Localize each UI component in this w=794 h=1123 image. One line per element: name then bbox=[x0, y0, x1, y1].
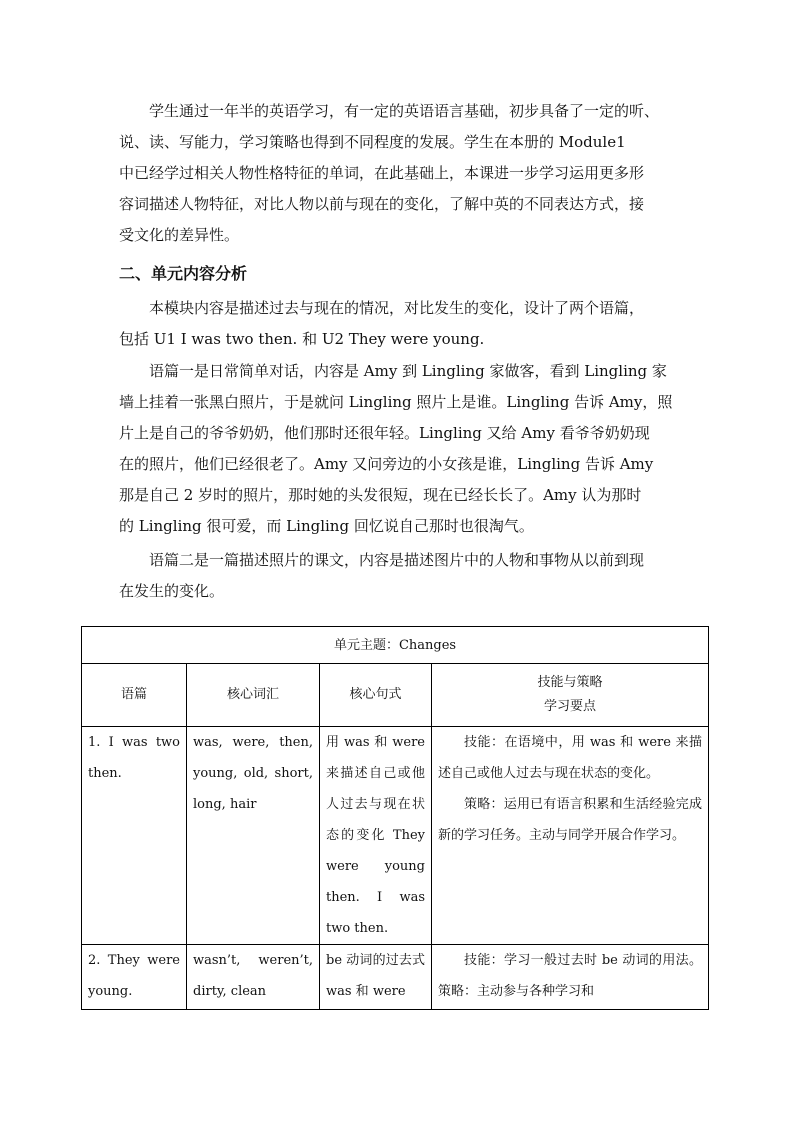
table-title: 单元主题：Changes bbox=[82, 627, 709, 664]
text2-line: 语篇二是一篇描述照片的课文，内容是描述图片中的人物和事物从以前到现 bbox=[149, 551, 645, 569]
text1-line: 的 Lingling 很可爱，而 Lingling 回忆说自己那时也很淘气。 bbox=[119, 517, 534, 535]
intro-line: 受文化的差异性。 bbox=[119, 226, 240, 244]
cell-sentence: be 动词的过去式 was 和 were bbox=[320, 945, 432, 1010]
cell-sentence: 用 was 和 were 来描述自己或他人过去与现在状态的变化 They were young then. I was two then. bbox=[320, 727, 432, 945]
section-heading: 二、单元内容分析 bbox=[119, 264, 248, 283]
cell-text: 1. I was two then. bbox=[82, 727, 187, 945]
text1-line: 墙上挂着一张黑白照片，于是就问 Lingling 照片上是谁。Lingling 告诉 Amy，照 bbox=[119, 393, 673, 411]
intro-line: 中已经学过相关人物性格特征的单词，在此基础上，本课进一步学习运用更多形 bbox=[119, 164, 645, 182]
header-vocab: 核心词汇 bbox=[187, 664, 320, 727]
module-line: 本模块内容是描述过去与现在的情况，对比发生的变化，设计了两个语篇， bbox=[149, 299, 645, 317]
module-line: 包括 U1 I was two then. 和 U2 They were young. bbox=[119, 330, 485, 348]
intro-line: 容词描述人物特征，对比人物以前与现在的变化，了解中英的不同表达方式，接 bbox=[119, 195, 645, 213]
header-skills-line2: 学习要点 bbox=[544, 699, 597, 714]
text1-line: 那是自己 2 岁时的照片，那时她的头发很短，现在已经长长了。Amy 认为那时 bbox=[119, 486, 642, 504]
cell-text: 2. They were young. bbox=[82, 945, 187, 1010]
intro-line: 学生通过一年半的英语学习，有一定的英语语言基础，初步具备了一定的听、 bbox=[149, 102, 660, 120]
cell-skills bbox=[432, 945, 709, 1010]
intro-line: 说、读、写能力，学习策略也得到不同程度的发展。学生在本册的 Module1 bbox=[119, 133, 626, 151]
table-row bbox=[82, 945, 709, 1010]
header-sentence: 核心句式 bbox=[320, 664, 432, 727]
header-text: 语篇 bbox=[82, 664, 187, 727]
text1-line: 在的照片，他们已经很老了。Amy 又问旁边的小女孩是谁，Lingling 告诉 Amy bbox=[119, 455, 654, 473]
text2-line: 在发生的变化。 bbox=[119, 582, 225, 600]
skill-paragraph: 技能：学习一般过去时 be 动词的用法。策略：主动参与各种学习和 bbox=[438, 953, 703, 999]
unit-analysis-table bbox=[81, 626, 709, 1010]
header-skills-line1: 技能与策略 bbox=[537, 675, 603, 690]
header-skills bbox=[432, 664, 709, 727]
cell-skills bbox=[432, 727, 709, 945]
skill-paragraph: 技能：在语境中，用 was 和 were 来描述自己或他人过去与现在状态的变化。 bbox=[438, 735, 703, 781]
strategy-paragraph: 策略：运用已有语言积累和生活经验完成新的学习任务。主动与同学开展合作学习。 bbox=[438, 797, 703, 843]
table-row bbox=[82, 727, 709, 945]
cell-vocab: was, were, then, young, old, short, long, hair bbox=[187, 727, 320, 945]
text1-line: 片上是自己的爷爷奶奶，他们那时还很年轻。Lingling 又给 Amy 看爷爷奶奶现 bbox=[119, 424, 650, 442]
cell-vocab: wasn’t, weren’t, dirty, clean bbox=[187, 945, 320, 1010]
text1-line: 语篇一是日常简单对话，内容是 Amy 到 Lingling 家做客，看到 Lingling 家 bbox=[149, 362, 667, 380]
